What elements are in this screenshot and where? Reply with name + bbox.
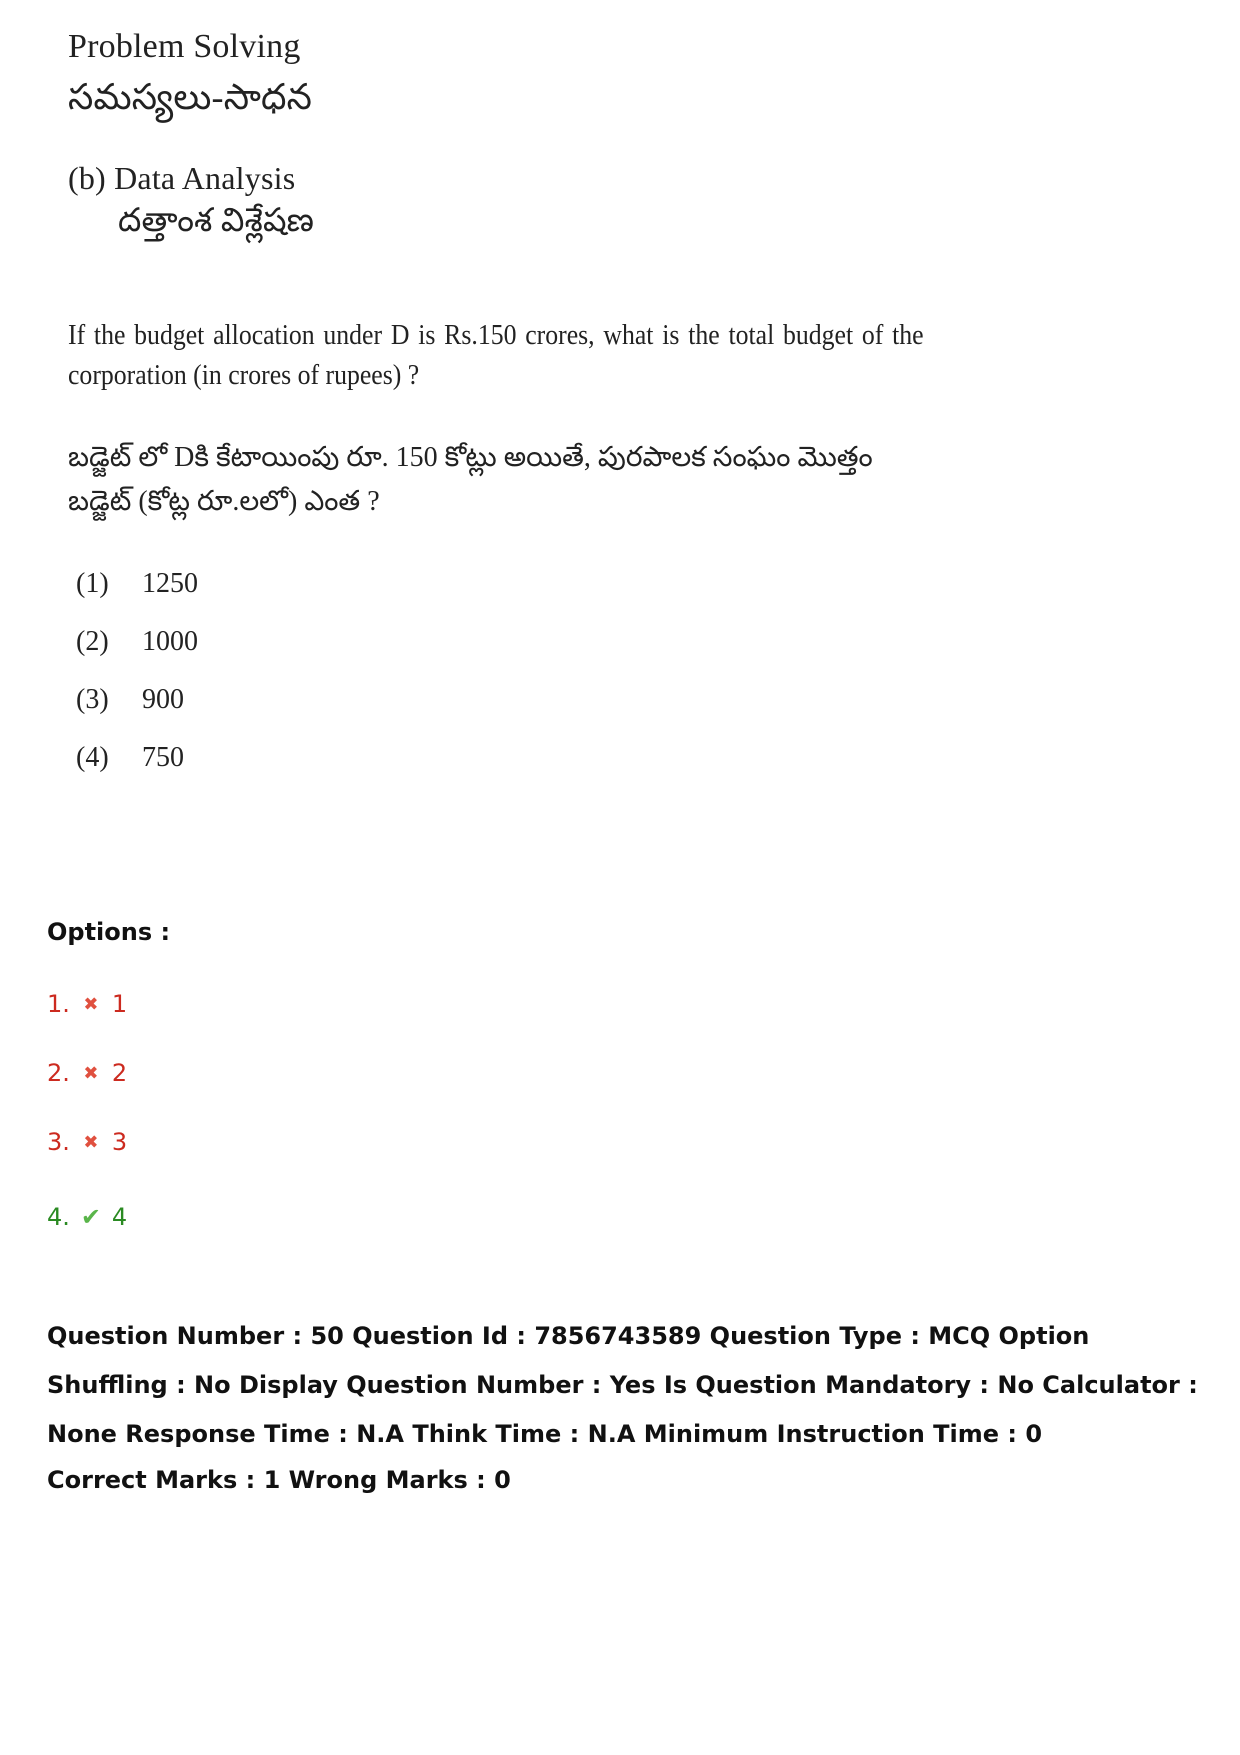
subsection-title-english: (b) Data Analysis <box>68 160 296 196</box>
question-metadata: Question Number : 50 Question Id : 7856743589 Question Type : MCQ Option Shuffling : No Display Question Number : Yes Is Question Mandatory : No Calculator : None Response Time : N.A Think Time : N.A Minimum Instruction Time : 0 <box>47 1322 1198 1448</box>
check-icon: ✔ <box>80 1203 101 1231</box>
answer-choice-number: (4) <box>76 742 109 773</box>
answer-choice <box>76 742 184 774</box>
subsection-title-telugu: దత్తాంశ విశ్లేషణ <box>118 203 315 239</box>
cross-icon: ✖ <box>83 1062 99 1084</box>
section-title-english: Problem Solving <box>68 28 301 65</box>
question-text-telugu: బడ్జెట్ లో Dకి కేటాయింపు రూ. 150 కోట్లు అయితే, పురపాలక సంఘం మొత్తం బడ్జెట్ (కోట్ల రూ.లలో) ఎంత ? <box>68 442 873 517</box>
options-label: Options : <box>47 918 171 946</box>
option-value: 1 <box>111 990 128 1018</box>
option-value: 3 <box>111 1128 128 1156</box>
option-item <box>47 1059 127 1087</box>
answer-choice-number: (3) <box>76 684 109 715</box>
question-text-english: If the budget allocation under D is Rs.150 crores, what is the total budget of the corporation (in crores of rupees) ? <box>68 320 924 391</box>
option-index: 2. <box>47 1059 70 1087</box>
section-title-telugu: సమస్యలు-సాధన <box>68 77 313 117</box>
marks-info: Correct Marks : 1 Wrong Marks : 0 <box>47 1466 511 1494</box>
option-index: 1. <box>47 990 70 1018</box>
option-index: 4. <box>47 1203 70 1231</box>
answer-choice <box>76 568 198 600</box>
answer-choice <box>76 684 184 716</box>
option-item <box>47 1203 127 1231</box>
answer-choice-number: (1) <box>76 568 109 599</box>
answer-choice-value: 1000 <box>142 626 198 657</box>
answer-choice-value: 750 <box>142 742 184 773</box>
answer-choice-value: 900 <box>142 684 184 715</box>
option-index: 3. <box>47 1128 70 1156</box>
option-value: 4 <box>111 1203 128 1231</box>
answer-choice-number: (2) <box>76 626 109 657</box>
option-item <box>47 990 127 1018</box>
cross-icon: ✖ <box>83 1131 99 1153</box>
option-item <box>47 1128 127 1156</box>
option-value: 2 <box>111 1059 128 1087</box>
cross-icon: ✖ <box>83 993 99 1015</box>
answer-choice-value: 1250 <box>142 568 198 599</box>
answer-choice <box>76 626 198 658</box>
